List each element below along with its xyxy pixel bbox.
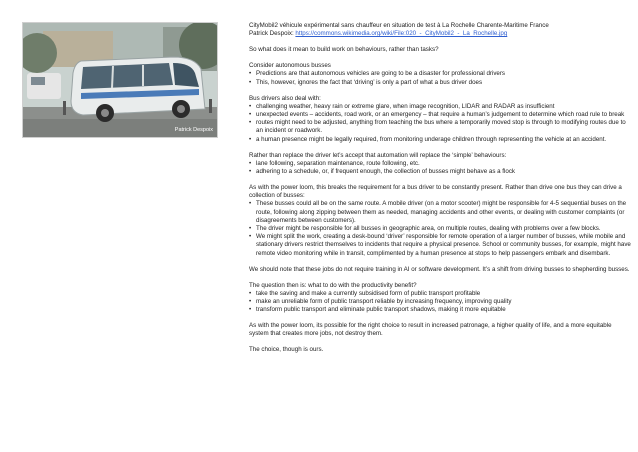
article-body [249,22,631,362]
section-intro: Consider autonomous busses [249,62,331,70]
bus-illustration [23,23,217,137]
list-item: • Predictions are that autonomous vehicles are going to be a disaster for professional drivers [249,70,631,78]
drivers-section [249,95,631,144]
bullet-list [249,290,631,315]
list-item: • lane following, separation maintenance, route following, etc. [249,160,631,168]
caption-author: Patrick Despoix: [249,30,296,38]
list-item: • challenging weather, heavy rain or extreme glare, when image recognition, LIDAR and RADAR as insufficient [249,103,631,111]
photo-caption [249,22,631,38]
bullet-list [249,200,631,257]
list-item: • The driver might be responsible for all busses in geographic area, on multiple routes, dealing with problems over a few blocks. [249,225,631,233]
list-item: • routes might need to be adjusted, anything from teaching the bus where a temporarily moved stop is through to modifying routes due to an incident or roadwork. [249,119,631,135]
conclusion-paragraph: As with the power loom, its possible for the right choice to result in increased patronage, a higher quality of life, and a more equitable system that creates more jobs, not destroy them. [249,322,612,338]
caption-title: CityMobil2 véhicule expérimental sans chauffeur en situation de test à La Rochelle Charente-Maritime France [249,22,549,29]
replace-section [249,152,631,177]
list-item: • We might split the work, creating a desk-bound ‘driver’ responsible for remote operation of a larger number of busses, while mobile and stationary drivers restrict themselves to incidents that require a physical presence. School or community busses, for example, might have remote video monitoring while in transit, complimented by a human presence at stops to help passengers embark and disembark. [249,233,631,258]
bullet-list [249,160,631,176]
list-item: • These busses could all be on the same route. A mobile driver (on a motor scooter) might be responsible for 4-5 sequential buses on the route, following along zipping between them as needed, managing accidents and other events, or dealing with customer complaints (or disagreements between customers). [249,200,631,225]
bullet-list [249,103,631,144]
section-intro: Rather than replace the driver let’s accept that automation will replace the ‘simple’ behaviours: [249,151,507,159]
list-item: • make an unreliable form of public transport reliable by increasing frequency, improving quality [249,298,631,306]
autonomous-section [249,62,631,87]
list-item: • take the saving and make a currently subsidised form of public transport profitable [249,290,631,298]
loom-section [249,184,631,258]
list-item: • a human presence might be legally required, from monitoring underage children through representing the vehicle at an accident. [249,136,631,144]
bus-photo [22,22,218,138]
section-intro: As with the power loom, this breaks the requirement for a bus driver to be constantly present. Rather than drive one bus they can drive a collection of busses: [249,184,622,200]
list-item: • adhering to a schedule, or, if frequent enough, the collection of busses might behave as a flock [249,168,631,176]
source-link[interactable]: https://commons.wikimedia.org/wiki/File:020_-_CityMobil2_-_La_Rochelle.jpg [295,30,508,38]
closing-paragraph: The choice, though is ours. [249,346,324,354]
list-item: • This, however, ignores the fact that ‘driving’ is only a part of what a bus driver does [249,79,631,87]
section-intro: The question then is: what to do with the productivity benefit? [249,281,417,289]
list-item: • unexpected events – accidents, road work, or an emergency – that require a human’s judgement to determine which road rule to break [249,111,631,119]
bullet-list [249,70,631,86]
note-paragraph: We should note that these jobs do not require training in AI or software development. It’s a shift from driving busses to shepherding busses. [249,265,630,273]
productivity-section [249,282,631,315]
photo-credit: Patrick Despoix [174,126,213,133]
question-paragraph: So what does it mean to build work on behaviours, rather than tasks? [249,46,439,54]
list-item: • transform public transport and eliminate public transport shadows, making it more equitable [249,306,631,314]
section-intro: Bus drivers also deal with: [249,94,321,102]
